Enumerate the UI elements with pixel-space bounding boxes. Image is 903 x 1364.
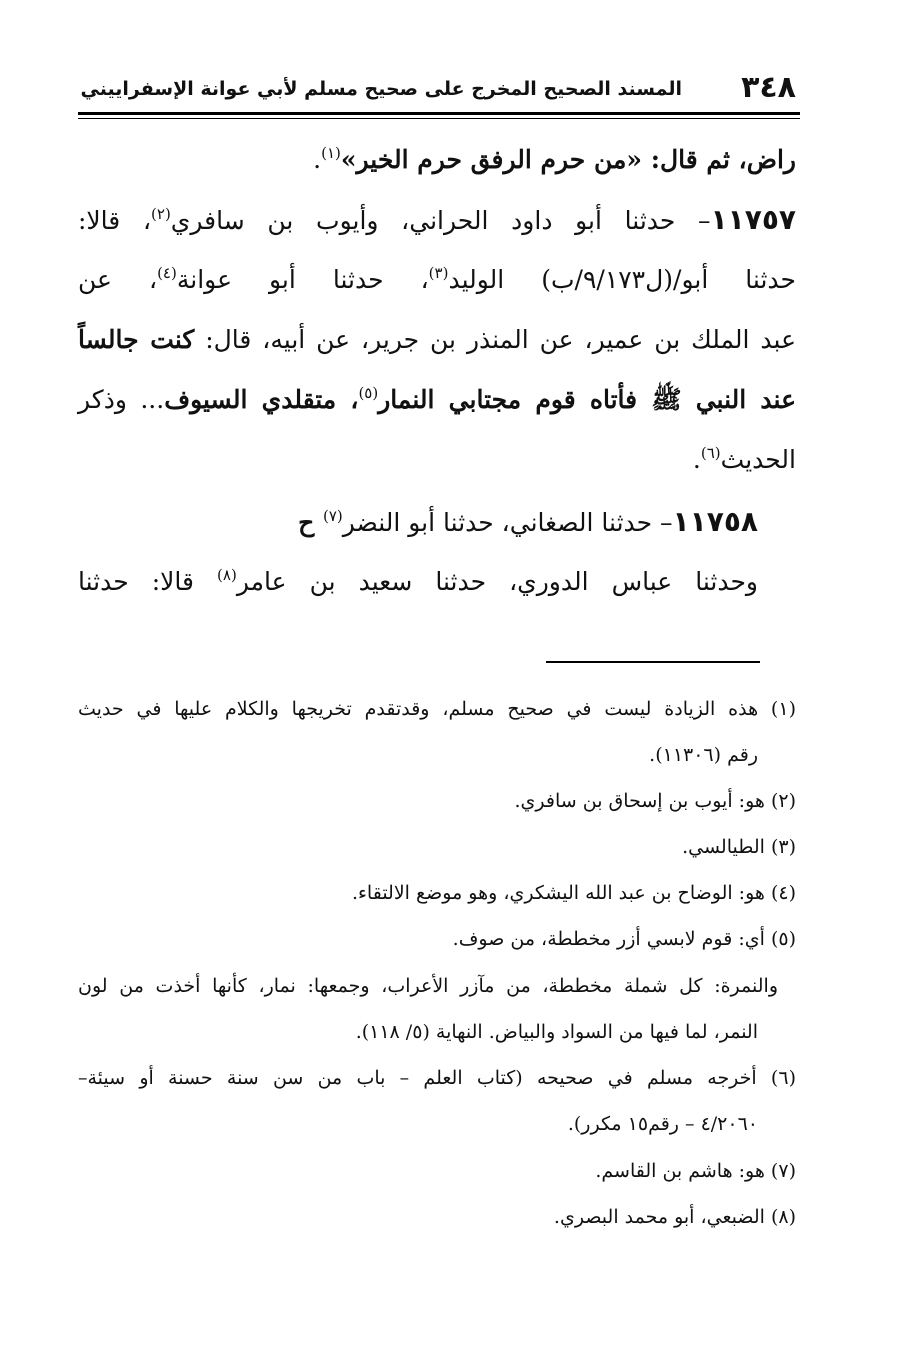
footnote-ref: (٤): [157, 264, 177, 282]
bold-text-run: ، متقلدي السيوف: [164, 385, 359, 414]
header-rule-thin: [78, 118, 800, 119]
text-line-1: [78, 130, 796, 190]
footnote-ref: (١): [321, 144, 341, 162]
footnote-7: (٧) هو: هاشم بن القاسم.: [595, 1160, 796, 1182]
text-line-3: [78, 250, 796, 310]
footnote-6-cont: ٤/٢٠٦٠ – رقم١٥ مكرر).: [567, 1113, 758, 1135]
footnote-5: (٥) أي: قوم لابسي أزر مخططة، من صوف.: [452, 928, 796, 950]
text-run: حدثنا أبو/(ل٩/١٧٣/ب) الوليد: [448, 265, 796, 294]
running-header: [78, 70, 800, 114]
footnote-ref: (٧): [322, 507, 343, 525]
text-run: عبد الملك بن عمير، عن المنذر بن جرير، عن أبيه، قال:: [194, 325, 796, 354]
footnote-separator: [546, 661, 760, 663]
footnote-ref: (٢): [151, 205, 171, 223]
text-run: راض، ثم قال:: [642, 145, 796, 174]
running-title: المسند الصحيح المخرج على صحيح مسلم لأبي عوانة الإسفراييني: [80, 78, 682, 100]
bold-text-run: عند النبي ﷺ فأتاه قوم مجتابي النمار: [378, 385, 796, 414]
text-line-8: [78, 552, 796, 612]
text-run: – حدثنا الصغاني، حدثنا أبو النضر: [342, 508, 673, 537]
text-line-6: [78, 430, 796, 490]
footnote-8: (٨) الضبعي، أبو محمد البصري.: [553, 1206, 796, 1228]
text-run: ، حدثنا أبو عوانة: [176, 265, 429, 294]
hadith-line-11758: [78, 492, 796, 552]
text-run: ح: [298, 508, 323, 537]
hadith-number: ١١٧٥٨: [672, 505, 758, 538]
footnote-ref: (٦): [700, 444, 721, 462]
text-run: .: [692, 445, 701, 474]
footnote-5-cont: النمر، لما فيها من السواد والبياض. النهاية (٥/ ١١٨).: [355, 1021, 758, 1043]
text-run: ، قالا:: [78, 206, 152, 235]
text-run: وحدثنا عباس الدوري، حدثنا سعيد بن عامر: [236, 567, 759, 596]
footnote-4: (٤) هو: الوضاح بن عبد الله اليشكري، وهو موضع الالتقاء.: [351, 882, 796, 904]
footnote-3: (٣) الطيالسي.: [682, 836, 796, 858]
text-run: الحديث: [720, 445, 796, 474]
footnote-1: (١) هذه الزيادة ليست في صحيح مسلم، وقدتقدم تخريجها والكلام عليها في حديث: [78, 698, 796, 720]
text-run: قالا: حدثنا: [78, 567, 218, 596]
text-run: ... وذكر: [78, 385, 165, 414]
footnote-2: (٢) هو: أيوب بن إسحاق بن سافري.: [514, 790, 796, 812]
quoted-saying: «من حرم الرفق حرم الخير»: [340, 145, 643, 174]
page-number: ٣٤٨: [741, 70, 796, 105]
text-line-5: [78, 370, 796, 430]
text-run: ، عن: [78, 265, 158, 294]
text-run: – حدثنا أبو داود الحراني، وأيوب بن سافري: [170, 206, 711, 235]
text-run: .: [313, 145, 322, 174]
footnote-ref: (٨): [217, 566, 237, 584]
footnote-5-cont: والنمرة: كل شملة مخططة، من مآزر الأعراب، وجمعها: نمار، كأنها أخذت من لون: [78, 975, 778, 997]
footnote-1-cont: رقم (١١٣٠٦).: [649, 744, 758, 766]
header-rule-thick: [78, 112, 800, 115]
footnote-ref: (٣): [428, 264, 449, 282]
bold-text-run: كنت جالساً: [78, 325, 195, 354]
footnote-ref: (٥): [358, 384, 379, 402]
footnote-6: (٦) أخرجه مسلم في صحيحه (كتاب العلم – باب من سن سنة حسنة أو سيئة–: [78, 1067, 796, 1089]
hadith-line-11757: [78, 190, 796, 250]
hadith-number: ١١٧٥٧: [710, 203, 796, 236]
text-line-4: [78, 310, 796, 370]
